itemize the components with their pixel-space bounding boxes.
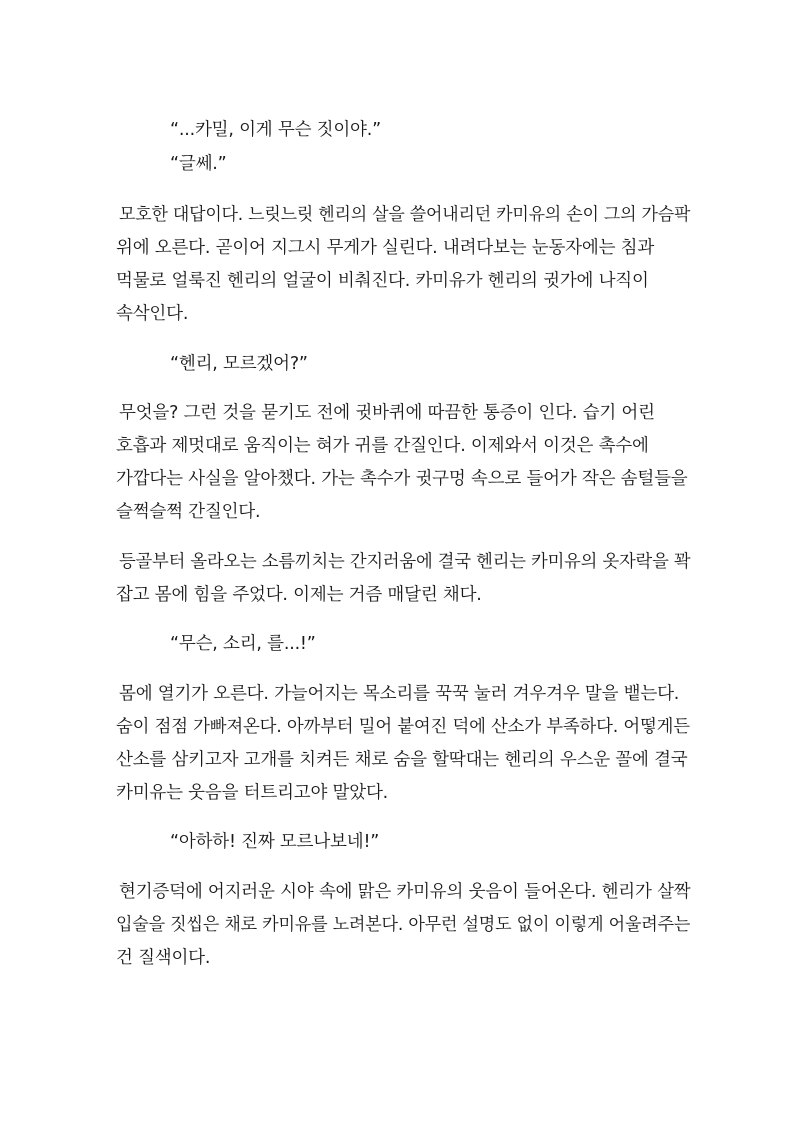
text-line: 위에 오른다. 곧이어 지그시 무게가 실린다. 내려다보는 눈동자에는 침과 [116, 238, 655, 258]
text-line: 호흡과 제멋대로 움직이는 혀가 귀를 간질인다. 이제와서 이것은 촉수에 [116, 436, 649, 456]
dialogue-line: “헨리, 모르겠어?” [170, 354, 308, 374]
text-line: 가깝다는 사실을 알아챘다. 가는 촉수가 귓구멍 속으로 들어가 작은 솜털들을 [116, 469, 688, 489]
text-line: 무엇을? 그런 것을 묻기도 전에 귓바퀴에 따끔한 통증이 인다. 습기 어린 [119, 403, 655, 423]
dialogue-line: “글쎄.” [170, 154, 227, 174]
text-line: 산소를 삼키고자 고개를 치켜든 채로 숨을 할딱대는 헨리의 우스운 꼴에 결국 [116, 750, 688, 770]
dialogue-line: “아하하! 진짜 모르나보네!” [170, 832, 380, 852]
dialogue-line: “무슨, 소리, 를...!” [170, 634, 316, 654]
text-line: 등골부터 올라오는 소름끼치는 간지러움에 결국 헨리는 카미유의 옷자락을 꽉 [119, 552, 691, 572]
text-line: 현기증덕에 어지러운 시야 속에 맑은 카미유의 웃음이 들어온다. 헨리가 살짝 [119, 882, 691, 902]
text-line: 먹물로 얼룩진 헨리의 얼굴이 비춰진다. 카미유가 헨리의 귓가에 나직이 [116, 271, 649, 291]
text-line: 몸에 열기가 오른다. 가늘어지는 목소리를 꾹꾹 눌러 겨우겨우 말을 뱉는다. [119, 684, 680, 704]
text-line: 속삭인다. [116, 304, 189, 324]
dialogue-line: “...카밀, 이게 무슨 짓이야.” [170, 120, 381, 140]
text-line: 모호한 대답이다. 느릿느릿 헨리의 살을 쓸어내리던 카미유의 손이 그의 가슴팍 [119, 205, 691, 225]
text-line: 숨이 점점 가빠져온다. 아까부터 밀어 붙여진 덕에 산소가 부족하다. 어떻게든 [116, 717, 690, 737]
text-line: 입술을 짓씹은 채로 카미유를 노려본다. 아무런 설명도 없이 이렇게 어울려주는 [116, 915, 691, 935]
text-line: 슬쩍슬쩍 간질인다. [116, 502, 261, 522]
text-line: 잡고 몸에 힘을 주었다. 이제는 거즘 매달린 채다. [116, 585, 482, 605]
text-line: 카미유는 웃음을 터트리고야 말았다. [116, 783, 389, 803]
text-line: 건 질색이다. [116, 948, 211, 968]
